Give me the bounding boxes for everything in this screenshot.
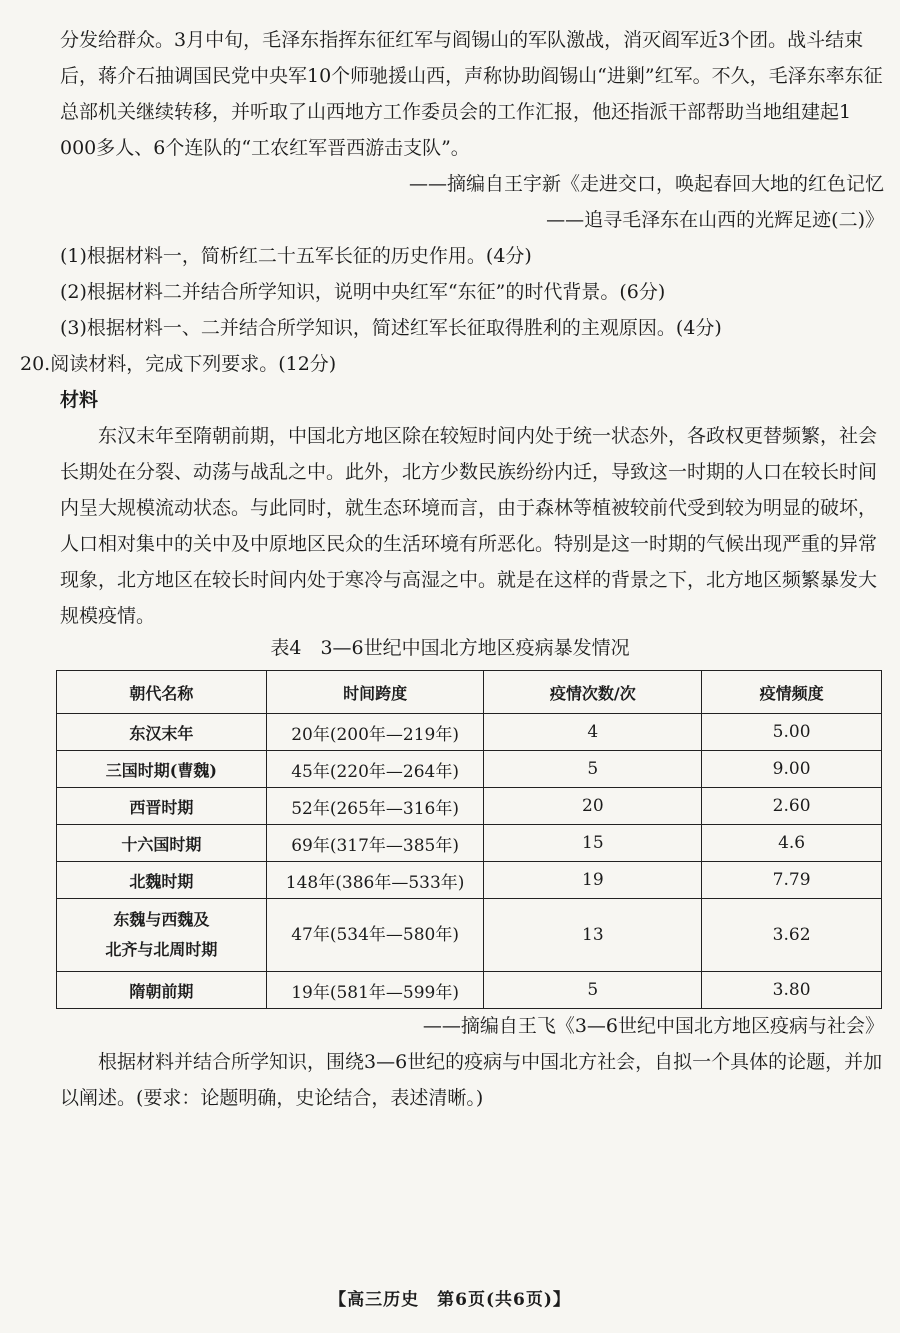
material-paragraph: 东汉末年至隋朝前期，中国北方地区除在较短时间内处于统一状态外，各政权更替频繁，社会长期处在分裂、动荡与战乱之中。此外，北方少数民族纷纷内迁，导致这一时期的人口在较长时间内呈大规模流动状态。与此同时，就生态环境而言，由于森林等植被较前代受到较为明显的破坏，人口相对集中的关中及中原地区民众的生活环境有所恶化。特别是这一时期的气候出现严重的异常现象，北方地区在较长时间内处于寒冷与高湿之中。就是在这样的背景之下，北方地区频繁暴发大规模疫情。 xyxy=(60,425,878,627)
span-cell: 52年(265年—316年) xyxy=(266,788,484,825)
table-row xyxy=(57,972,882,1009)
table-caption: 表4 3—6世纪中国北方地区疫病暴发情况 xyxy=(270,637,630,659)
epidemic-table xyxy=(56,670,882,1009)
count-cell: 15 xyxy=(484,825,702,862)
count-cell: 5 xyxy=(484,972,702,1009)
page-footer: 【高三历史 第6页(共6页)】 xyxy=(329,1290,571,1310)
count-cell: 4 xyxy=(484,714,702,751)
question-19-1: (1)根据材料一，简析红二十五军长征的历史作用。(4分) xyxy=(60,245,532,267)
span-cell: 69年(317年—385年) xyxy=(266,825,484,862)
dynasty-cell: 东汉末年 xyxy=(57,714,267,751)
material-two-tail-paragraph: 分发给群众。3月中旬，毛泽东指挥东征红军与阎锡山的军队激战，消灭阎军近3个团。战斗结束后，蒋介石抽调国民党中央军10个师驰援山西，声称协助阎锡山“进剿”红军。不久，毛泽东率东征总部机关继续转移，并听取了山西地方工作委员会的工作汇报，他还指派干部帮助当地组建起1 000多人、6个连队的“工农红军晋西游击支队”。 xyxy=(60,29,883,159)
dynasty-cell xyxy=(57,899,267,972)
dynasty-cell: 北魏时期 xyxy=(57,862,267,899)
table-header-row xyxy=(57,671,882,714)
header-frequency: 疫情频度 xyxy=(702,671,882,714)
table-row xyxy=(57,788,882,825)
table-row xyxy=(57,825,882,862)
table-row xyxy=(57,751,882,788)
count-cell: 13 xyxy=(484,899,702,972)
frequency-cell: 9.00 xyxy=(702,751,882,788)
material-label: 材料 xyxy=(60,389,99,411)
question-19-2: (2)根据材料二并结合所学知识，说明中央红军“东征”的时代背景。(6分) xyxy=(60,281,666,303)
dynasty-cell-line2: 北齐与北周时期 xyxy=(105,940,218,959)
span-cell: 47年(534年—580年) xyxy=(266,899,484,972)
citation-19-line2: ——追寻毛泽东在山西的光辉足迹(二)》 xyxy=(546,209,884,231)
span-cell: 45年(220年—264年) xyxy=(266,751,484,788)
question-20-title: 20.阅读材料，完成下列要求。(12分) xyxy=(20,353,337,375)
citation-20: ——摘编自王飞《3—6世纪中国北方地区疫病与社会》 xyxy=(422,1015,884,1037)
span-cell: 20年(200年—219年) xyxy=(266,714,484,751)
frequency-cell: 2.60 xyxy=(702,788,882,825)
frequency-cell: 5.00 xyxy=(702,714,882,751)
frequency-cell: 3.62 xyxy=(702,899,882,972)
dynasty-cell: 三国时期(曹魏) xyxy=(57,751,267,788)
count-cell: 5 xyxy=(484,751,702,788)
header-dynasty: 朝代名称 xyxy=(57,671,267,714)
question-20-task: 根据材料并结合所学知识，围绕3—6世纪的疫病与中国北方社会，自拟一个具体的论题，并加以阐述。(要求：论题明确，史论结合，表述清晰。) xyxy=(60,1051,883,1109)
table-row xyxy=(57,899,882,972)
citation-19-line1: ——摘编自王宇新《走进交口，唤起春回大地的红色记忆 xyxy=(408,173,884,195)
table-row xyxy=(57,714,882,751)
frequency-cell: 7.79 xyxy=(702,862,882,899)
frequency-cell: 4.6 xyxy=(702,825,882,862)
span-cell: 148年(386年—533年) xyxy=(266,862,484,899)
frequency-cell: 3.80 xyxy=(702,972,882,1009)
table-row xyxy=(57,862,882,899)
header-span: 时间跨度 xyxy=(266,671,484,714)
dynasty-cell: 隋朝前期 xyxy=(57,972,267,1009)
dynasty-cell: 西晋时期 xyxy=(57,788,267,825)
dynasty-cell-line1: 东魏与西魏及 xyxy=(113,910,210,929)
count-cell: 19 xyxy=(484,862,702,899)
span-cell: 19年(581年—599年) xyxy=(266,972,484,1009)
question-19-3: (3)根据材料一、二并结合所学知识，简述红军长征取得胜利的主观原因。(4分) xyxy=(60,317,722,339)
header-count: 疫情次数/次 xyxy=(484,671,702,714)
count-cell: 20 xyxy=(484,788,702,825)
dynasty-cell: 十六国时期 xyxy=(57,825,267,862)
